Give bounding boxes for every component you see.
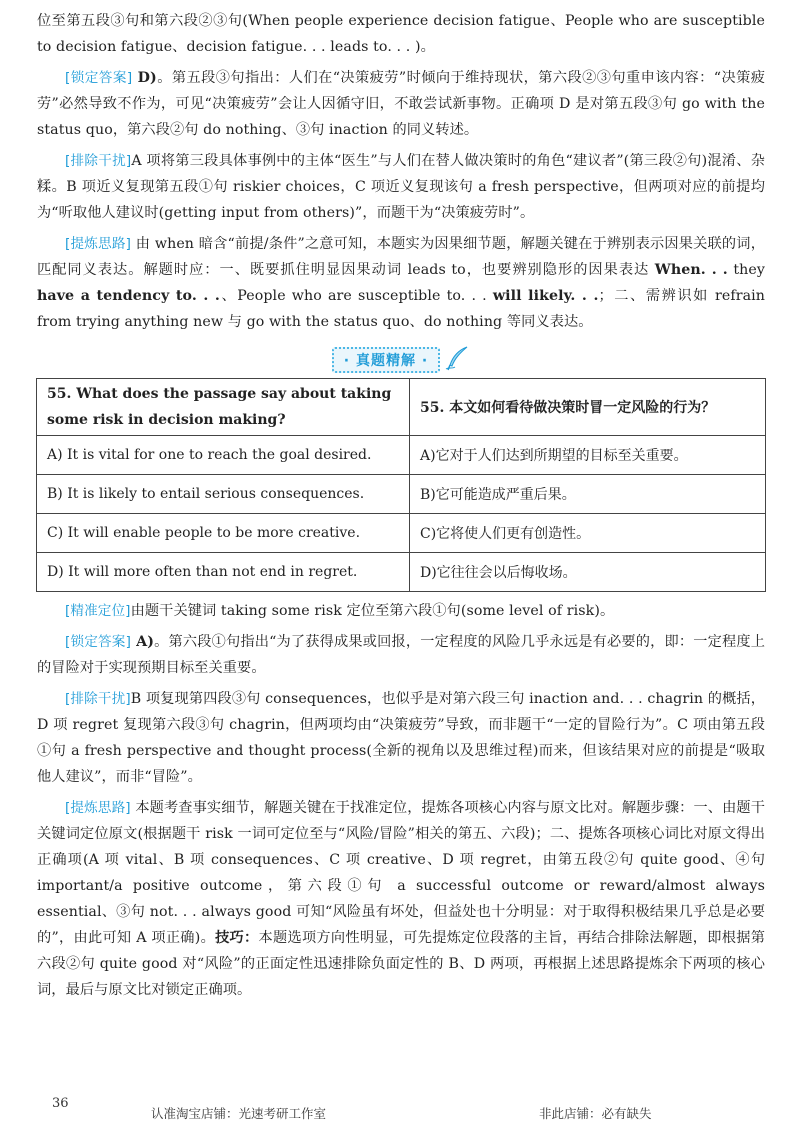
- tag-lock-answer: [锁定答案]: [65, 70, 133, 86]
- thinking-text-a: 由 when 暗含“前提/条件”之意可知，本题实为因果细节题，解题关键在于辨别表示因果关联的词，匹配同义表达。解题时应：一、既要抓住明显因果动词 leads to，也要辨别隐形的因果表达: [37, 236, 765, 278]
- thinking-bold-3: will likely. . .: [492, 288, 599, 304]
- option-c-cn: C)它将使人们更有创造性。: [410, 514, 766, 553]
- analysis-answer: [37, 629, 765, 681]
- tip-label: 技巧：: [215, 930, 259, 946]
- option-d-cn: D)它往往会以后悔收场。: [410, 553, 766, 592]
- thinking-text-2: 本题考查事实细节，解题关键在于找准定位，提炼各项核心内容与原文比对。解题步骤：一、由题干关键词定位原文(根据题干 risk 一词可定位至与“风险/冒险”相关的第五、六段)；二、提炼各项核心词比对原文得出正确项(A 项 vital、B 项 consequences、C 项 creative、D 项 regret，由第五段②句 quite good、④句 important/a positive outcome，第六段①句 a successful outcome or reward/almost always essential、③句 not. . . always good 可知“风险虽有坏处，但益处也十分明显：对于取得积极结果几乎总是必要的”，由此可知 A 项正确)。: [37, 800, 765, 946]
- intro-paragraph-1: 位至第五段③句和第六段②③句(When people experience decision fatigue、People who are susceptible to decision fatigue、decision fatigue. . . leads to. . . )。: [37, 13, 765, 55]
- intro-paragraph-thinking: [37, 231, 765, 335]
- option-b-cn: B)它可能造成严重后果。: [410, 475, 766, 514]
- option-row-a: [37, 436, 766, 475]
- page-number: 36: [52, 1096, 69, 1111]
- quill-pen-icon: [444, 345, 470, 375]
- tag-precise-locate: [精准定位]: [65, 603, 131, 619]
- thinking-text-c: they: [727, 262, 765, 278]
- question-stem-en: 55. What does the passage say about taking some risk in decision making?: [37, 379, 410, 436]
- answer-letter-2: A): [131, 634, 155, 650]
- question-stem-row: [37, 379, 766, 436]
- exclude-explanation-2: B 项复现第四段③句 consequences，也似乎是对第六段三句 inaction and. . . chagrin 的概括，D 项 regret 复现第六段③句 chagrin，但两项均由“决策疲劳”导致，而非题干“一定的冒险行为”。C 项由第五段①句 a fresh perspective and thought process(全新的视角以及思维过程)而来，但该结果对应的前提是“吸取他人建议”，而非“冒险”。: [37, 691, 765, 785]
- option-c-en: C) It will enable people to be more creative.: [37, 514, 410, 553]
- answer-explanation-2: 。第六段①句指出“为了获得成果或回报，一定程度的风险几乎永远是有必要的，即：一定程度上的冒险对于实现预期目标至关重要。: [37, 634, 765, 676]
- thinking-text-d: 、People who are susceptible to. . .: [219, 288, 493, 304]
- tag-refine-thinking: [提炼思路]: [65, 236, 132, 252]
- option-row-d: [37, 553, 766, 592]
- option-d-en: D) It will more often than not end in regret.: [37, 553, 410, 592]
- section-banner: [37, 345, 765, 371]
- tip-text: 本题选项方向性明显，可先提炼定位段落的主旨，再结合排除法解题，即根据第六段②句 quite good 对“风险”的正面定性迅速排除负面定性的 B、D 两项，再根据上述思路提炼余下两项的核心词，最后与原文比对锁定正确项。: [37, 930, 765, 998]
- thinking-bold-1: When. . .: [654, 262, 728, 278]
- banner-label: · 真题精解 ·: [332, 347, 440, 373]
- thinking-bold-2: have a tendency to. . .: [37, 288, 220, 304]
- answer-letter: D): [132, 70, 157, 86]
- exclude-explanation: A 项将第三段具体事例中的主体“医生”与人们在替人做决策时的角色“建议者”(第三段②句)混淆、杂糅。B 项近义复现第五段①句 riskier choices，C 项近义复现该句 a fresh perspective，但两项对应的前提均为“听取他人建议时(getting input from others)”，而题干为“决策疲劳时”。: [37, 153, 765, 221]
- analysis-thinking: [37, 795, 765, 1003]
- page-content: [37, 8, 765, 1003]
- option-a-cn: A)它对于人们达到所期望的目标至关重要。: [410, 436, 766, 475]
- option-b-en: B) It is likely to entail serious consequences.: [37, 475, 410, 514]
- analysis-exclude: [37, 686, 765, 790]
- locate-text: 由题干关键词 taking some risk 定位至第六段①句(some level of risk)。: [130, 603, 615, 619]
- option-row-b: [37, 475, 766, 514]
- option-row-c: [37, 514, 766, 553]
- thinking-text-e: ；二、需辨识如 refrain from trying anything new 与 go with the status quo、do nothing 等同义表达。: [37, 288, 766, 330]
- tag-refine-thinking-2: [提炼思路]: [65, 800, 131, 816]
- answer-explanation: 。第五段③句指出：人们在“决策疲劳”时倾向于维持现状，第六段②③句重申该内容：“决策疲劳”必然导致不作为，可见“决策疲劳”会让人因循守旧，不敢尝试新事物。正确项 D 是对第五段③句 go with the status quo，第六段②句 do nothing、③句 inaction 的同义转述。: [37, 70, 765, 138]
- question-table: [36, 378, 766, 592]
- tag-exclude-distractors: [排除干扰]: [65, 153, 132, 169]
- intro-paragraph-exclude: [37, 148, 765, 226]
- tag-lock-answer-2: [锁定答案]: [65, 634, 131, 650]
- shop-notice-left: 认准淘宝店铺：光速考研工作室: [151, 1106, 327, 1121]
- analysis-locate: [37, 598, 765, 624]
- page-footer: [0, 1096, 800, 1126]
- option-a-en: A) It is vital for one to reach the goal desired.: [37, 436, 410, 475]
- question-stem-cn: 55. 本文如何看待做决策时冒一定风险的行为？: [410, 379, 766, 436]
- intro-paragraph-answer: [37, 65, 765, 143]
- shop-notice-right: 非此店铺：必有缺失: [539, 1106, 652, 1121]
- tag-exclude-distractors-2: [排除干扰]: [65, 691, 131, 707]
